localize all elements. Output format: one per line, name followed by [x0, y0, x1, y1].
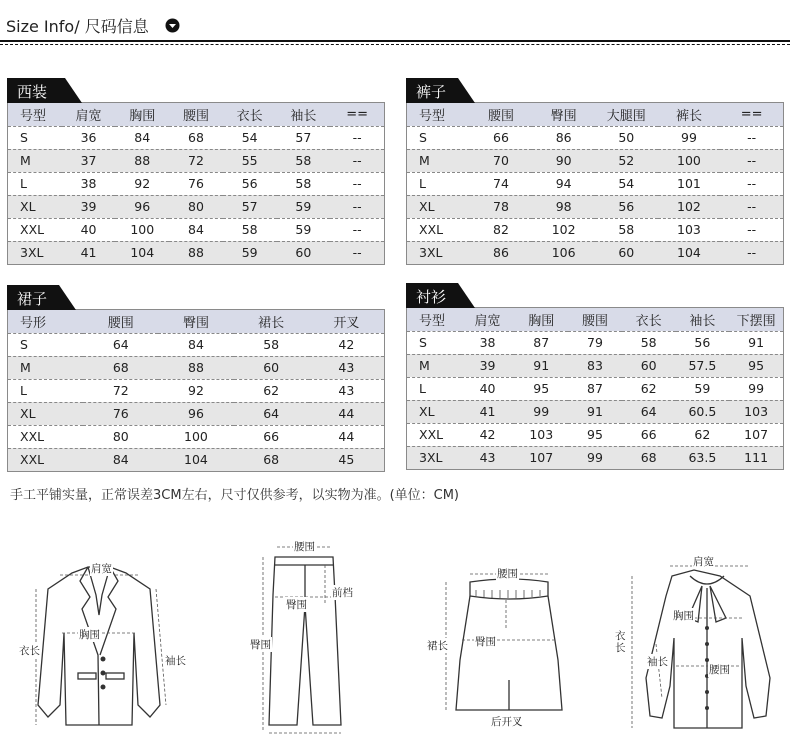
- measurement-cell: 98: [532, 195, 595, 218]
- skirt-size-table: [7, 290, 385, 472]
- measurement-cell: 100: [158, 425, 233, 448]
- skirt-illustration: [420, 560, 570, 745]
- measurement-cell: 39: [461, 354, 515, 377]
- measurement-cell: 107: [729, 423, 783, 446]
- table-row: [407, 354, 783, 377]
- measurement-cell: 62: [234, 379, 309, 402]
- measurement-cell: 62: [676, 423, 730, 446]
- measurement-cell: 54: [223, 126, 277, 149]
- measurement-cell: 111: [729, 446, 783, 469]
- table-row: [407, 241, 783, 264]
- measurement-cell: 88: [115, 149, 169, 172]
- size-cell: L: [407, 172, 470, 195]
- measurement-cell: 80: [169, 195, 223, 218]
- measurement-cell: 103: [658, 218, 721, 241]
- column-header: 裤长: [658, 103, 721, 126]
- measurement-cell: 87: [514, 331, 568, 354]
- measurement-cell: 102: [532, 218, 595, 241]
- measurement-cell: 43: [461, 446, 515, 469]
- measurement-cell: 99: [568, 446, 622, 469]
- shirt-length-label: 衣长: [614, 630, 628, 654]
- size-cell: XL: [8, 402, 83, 425]
- measurement-note: 手工平铺实量，正常误差3CM左右，尺寸仅供参考，以实物为准。(单位：CM): [10, 488, 460, 503]
- measurement-cell: 104: [158, 448, 233, 471]
- table-row: [8, 195, 384, 218]
- pants-hip-side-label: 臀围: [250, 639, 271, 651]
- measurement-cell: --: [330, 241, 384, 264]
- measurement-cell: 56: [676, 331, 730, 354]
- table-row: [8, 241, 384, 264]
- measurement-cell: 84: [169, 218, 223, 241]
- suit-size-table: [7, 83, 385, 265]
- measurement-cell: 40: [461, 377, 515, 400]
- measurement-cell: 56: [595, 195, 658, 218]
- jacket-sleeve-label: 袖长: [165, 655, 186, 667]
- column-header: 胸围: [115, 103, 169, 126]
- measurement-cell: 107: [514, 446, 568, 469]
- measurement-cell: --: [330, 195, 384, 218]
- measurement-cell: --: [720, 195, 783, 218]
- measurement-cell: 39: [62, 195, 116, 218]
- size-cell: XL: [8, 195, 62, 218]
- measurement-cell: 100: [115, 218, 169, 241]
- shirt-drawing: [610, 548, 785, 745]
- measurement-cell: 72: [169, 149, 223, 172]
- measurement-cell: 91: [514, 354, 568, 377]
- column-header: 腰围: [169, 103, 223, 126]
- size-cell: XL: [407, 400, 461, 423]
- column-header: 腰围: [83, 310, 158, 333]
- measurement-cell: 60: [595, 241, 658, 264]
- measurement-cell: --: [720, 241, 783, 264]
- measurement-cell: 58: [277, 149, 331, 172]
- measurement-cell: 99: [658, 126, 721, 149]
- column-header: 肩宽: [461, 308, 515, 331]
- measurement-cell: 84: [158, 333, 233, 356]
- size-cell: XXL: [407, 218, 470, 241]
- table-row: [8, 149, 384, 172]
- size-cell: 3XL: [8, 241, 62, 264]
- column-header: 臀围: [158, 310, 233, 333]
- page-title: Size Info/ 尺码信息: [6, 17, 149, 36]
- size-cell: XXL: [407, 423, 461, 446]
- table-row: [8, 218, 384, 241]
- size-cell: L: [8, 379, 83, 402]
- measurement-cell: 83: [568, 354, 622, 377]
- pants-waist-label: 腰围: [294, 541, 315, 553]
- table-row: [407, 331, 783, 354]
- column-header: 号型: [407, 103, 470, 126]
- measurement-cell: 94: [532, 172, 595, 195]
- measurement-cell: 58: [595, 218, 658, 241]
- skirt-waist-label: 腰围: [497, 568, 518, 580]
- table-row: [407, 446, 783, 469]
- shirt-shoulder-label: 肩宽: [693, 556, 714, 568]
- table-header-row: [8, 103, 384, 126]
- column-header: 衣长: [622, 308, 676, 331]
- measurement-cell: 37: [62, 149, 116, 172]
- measurement-cell: 91: [729, 331, 783, 354]
- table-row: [8, 379, 384, 402]
- measurement-cell: 42: [461, 423, 515, 446]
- suit-table-title: 西装: [17, 83, 48, 101]
- measurement-cell: 58: [223, 218, 277, 241]
- table-row: [407, 126, 783, 149]
- measurement-cell: 96: [115, 195, 169, 218]
- size-cell: XXL: [8, 448, 83, 471]
- measurement-cell: 55: [223, 149, 277, 172]
- column-header: 下摆围: [729, 308, 783, 331]
- shirt-sleeve-label: 袖长: [647, 656, 668, 668]
- table-header-row: [407, 103, 783, 126]
- measurement-cell: 60: [234, 356, 309, 379]
- measurement-cell: 104: [115, 241, 169, 264]
- measurement-cell: 58: [277, 172, 331, 195]
- column-header: 大腿围: [595, 103, 658, 126]
- column-header: 胸围: [514, 308, 568, 331]
- jacket-illustration: [10, 555, 190, 745]
- shirt-waist-label: 腰围: [709, 664, 730, 676]
- measurement-cell: 66: [470, 126, 533, 149]
- measurement-cell: 62: [622, 377, 676, 400]
- shirt-chest-label: 胸围: [673, 610, 694, 622]
- column-header: 号型: [8, 103, 62, 126]
- measurement-cell: 86: [532, 126, 595, 149]
- measurement-cell: 92: [158, 379, 233, 402]
- measurement-cell: 40: [62, 218, 116, 241]
- size-cell: M: [407, 149, 470, 172]
- measurement-cell: 103: [729, 400, 783, 423]
- measurement-cell: --: [720, 218, 783, 241]
- skirt-length-label: 裙长: [427, 640, 448, 652]
- measurement-cell: 78: [470, 195, 533, 218]
- shirt-table-title: 衬衫: [416, 288, 447, 306]
- measurement-cell: 38: [461, 331, 515, 354]
- measurement-cell: 80: [83, 425, 158, 448]
- measurement-cell: 82: [470, 218, 533, 241]
- measurement-cell: 95: [568, 423, 622, 446]
- measurement-cell: 68: [622, 446, 676, 469]
- measurement-cell: 59: [676, 377, 730, 400]
- measurement-cell: 59: [223, 241, 277, 264]
- measurement-cell: 57: [277, 126, 331, 149]
- measurement-cell: 57: [223, 195, 277, 218]
- measurement-cell: 58: [234, 333, 309, 356]
- measurement-cell: 44: [309, 402, 384, 425]
- measurement-cell: 76: [83, 402, 158, 425]
- measurement-cell: 91: [568, 400, 622, 423]
- measurement-cell: 64: [622, 400, 676, 423]
- table-row: [407, 400, 783, 423]
- column-header: 裙长: [234, 310, 309, 333]
- skirt-hip-label: 臀围: [475, 636, 496, 648]
- table-row: [407, 172, 783, 195]
- size-cell: L: [407, 377, 461, 400]
- pants-rise-label: 前档: [332, 587, 353, 599]
- size-cell: M: [8, 149, 62, 172]
- measurement-cell: 88: [158, 356, 233, 379]
- column-header: 开叉: [309, 310, 384, 333]
- size-cell: S: [407, 126, 470, 149]
- measurement-cell: 64: [83, 333, 158, 356]
- column-header: 号型: [407, 308, 461, 331]
- measurement-cell: 56: [223, 172, 277, 195]
- measurement-cell: 106: [532, 241, 595, 264]
- size-cell: XL: [407, 195, 470, 218]
- measurement-cell: 41: [461, 400, 515, 423]
- measurement-cell: 57.5: [676, 354, 730, 377]
- measurement-cell: 99: [729, 377, 783, 400]
- measurement-cell: 79: [568, 331, 622, 354]
- measurement-cell: 102: [658, 195, 721, 218]
- table-row: [407, 195, 783, 218]
- column-header: 臀围: [532, 103, 595, 126]
- measurement-cell: 88: [169, 241, 223, 264]
- measurement-cell: --: [330, 172, 384, 195]
- measurement-cell: 60: [277, 241, 331, 264]
- shirt-illustration: [610, 548, 785, 745]
- measurement-cell: --: [720, 149, 783, 172]
- column-header: 袖长: [676, 308, 730, 331]
- measurement-cell: 58: [622, 331, 676, 354]
- table-row: [8, 448, 384, 471]
- pants-size-table: [406, 83, 784, 265]
- size-cell: XXL: [8, 218, 62, 241]
- table-header-row: [407, 308, 783, 331]
- measurement-cell: --: [330, 126, 384, 149]
- measurement-cell: --: [720, 126, 783, 149]
- measurement-cell: 60.5: [676, 400, 730, 423]
- measurement-cell: 42: [309, 333, 384, 356]
- measurement-cell: 43: [309, 356, 384, 379]
- measurement-cell: 76: [169, 172, 223, 195]
- measurement-cell: --: [720, 172, 783, 195]
- jacket-length-label: 衣长: [19, 645, 40, 657]
- size-cell: L: [8, 172, 62, 195]
- table-row: [8, 425, 384, 448]
- measurement-cell: 36: [62, 126, 116, 149]
- skirt-table-title: 裙子: [17, 290, 48, 308]
- measurement-cell: 60: [622, 354, 676, 377]
- measurement-cell: 66: [622, 423, 676, 446]
- measurement-cell: 74: [470, 172, 533, 195]
- table-row: [407, 377, 783, 400]
- page-header: [0, 0, 790, 46]
- measurement-cell: 99: [514, 400, 568, 423]
- size-cell: S: [8, 333, 83, 356]
- column-header: 腰围: [470, 103, 533, 126]
- measurement-cell: 101: [658, 172, 721, 195]
- header-divider: [0, 40, 790, 42]
- size-cell: M: [407, 354, 461, 377]
- measurement-cell: 54: [595, 172, 658, 195]
- measurement-cell: 95: [729, 354, 783, 377]
- measurement-cell: 95: [514, 377, 568, 400]
- table-row: [8, 356, 384, 379]
- pants-illustration: [245, 535, 365, 745]
- measurement-cell: 96: [158, 402, 233, 425]
- measurement-cell: 44: [309, 425, 384, 448]
- table-header-row: [8, 310, 384, 333]
- measurement-cell: 64: [234, 402, 309, 425]
- measurement-cell: 68: [234, 448, 309, 471]
- column-header: 袖长: [277, 103, 331, 126]
- measurement-cell: 59: [277, 195, 331, 218]
- measurement-cell: --: [330, 218, 384, 241]
- table-row: [8, 402, 384, 425]
- size-cell: S: [407, 331, 461, 354]
- column-header: 号形: [8, 310, 83, 333]
- measurement-cell: 104: [658, 241, 721, 264]
- table-row: [8, 172, 384, 195]
- pants-table-title: 裤子: [416, 83, 447, 101]
- header-dashed-divider: [0, 44, 790, 45]
- size-cell: 3XL: [407, 241, 470, 264]
- measurement-cell: 87: [568, 377, 622, 400]
- measurement-cell: 84: [115, 126, 169, 149]
- table-row: [8, 126, 384, 149]
- size-cell: XXL: [8, 425, 83, 448]
- measurement-cell: --: [330, 149, 384, 172]
- measurement-cell: 100: [658, 149, 721, 172]
- measurement-cell: 66: [234, 425, 309, 448]
- size-cell: 3XL: [407, 446, 461, 469]
- pants-hip-label: 臀围: [286, 599, 307, 611]
- size-cell: S: [8, 126, 62, 149]
- jacket-chest-label: 胸围: [79, 629, 100, 641]
- column-header: ==: [720, 103, 783, 126]
- measurement-cell: 72: [83, 379, 158, 402]
- measurement-cell: 41: [62, 241, 116, 264]
- column-header: 腰围: [568, 308, 622, 331]
- measurement-cell: 84: [83, 448, 158, 471]
- measurement-cell: 59: [277, 218, 331, 241]
- size-cell: M: [8, 356, 83, 379]
- measurement-cell: 43: [309, 379, 384, 402]
- measurement-cell: 63.5: [676, 446, 730, 469]
- measurement-cell: 68: [169, 126, 223, 149]
- table-row: [407, 423, 783, 446]
- table-row: [8, 333, 384, 356]
- measurement-cell: 70: [470, 149, 533, 172]
- measurement-cell: 52: [595, 149, 658, 172]
- column-header: ==: [330, 103, 384, 126]
- measurement-cell: 68: [83, 356, 158, 379]
- column-header: 衣长: [223, 103, 277, 126]
- skirt-slit-label: 后开叉: [491, 716, 523, 728]
- measurement-cell: 38: [62, 172, 116, 195]
- column-header: 肩宽: [62, 103, 116, 126]
- measurement-cell: 90: [532, 149, 595, 172]
- measurement-cell: 103: [514, 423, 568, 446]
- measurement-cell: 50: [595, 126, 658, 149]
- measurement-cell: 86: [470, 241, 533, 264]
- shirt-size-table: [406, 288, 784, 470]
- table-row: [407, 149, 783, 172]
- measurement-cell: 45: [309, 448, 384, 471]
- table-row: [407, 218, 783, 241]
- chevron-down-icon[interactable]: [165, 18, 180, 33]
- jacket-shoulder-label: 肩宽: [91, 563, 112, 575]
- measurement-cell: 92: [115, 172, 169, 195]
